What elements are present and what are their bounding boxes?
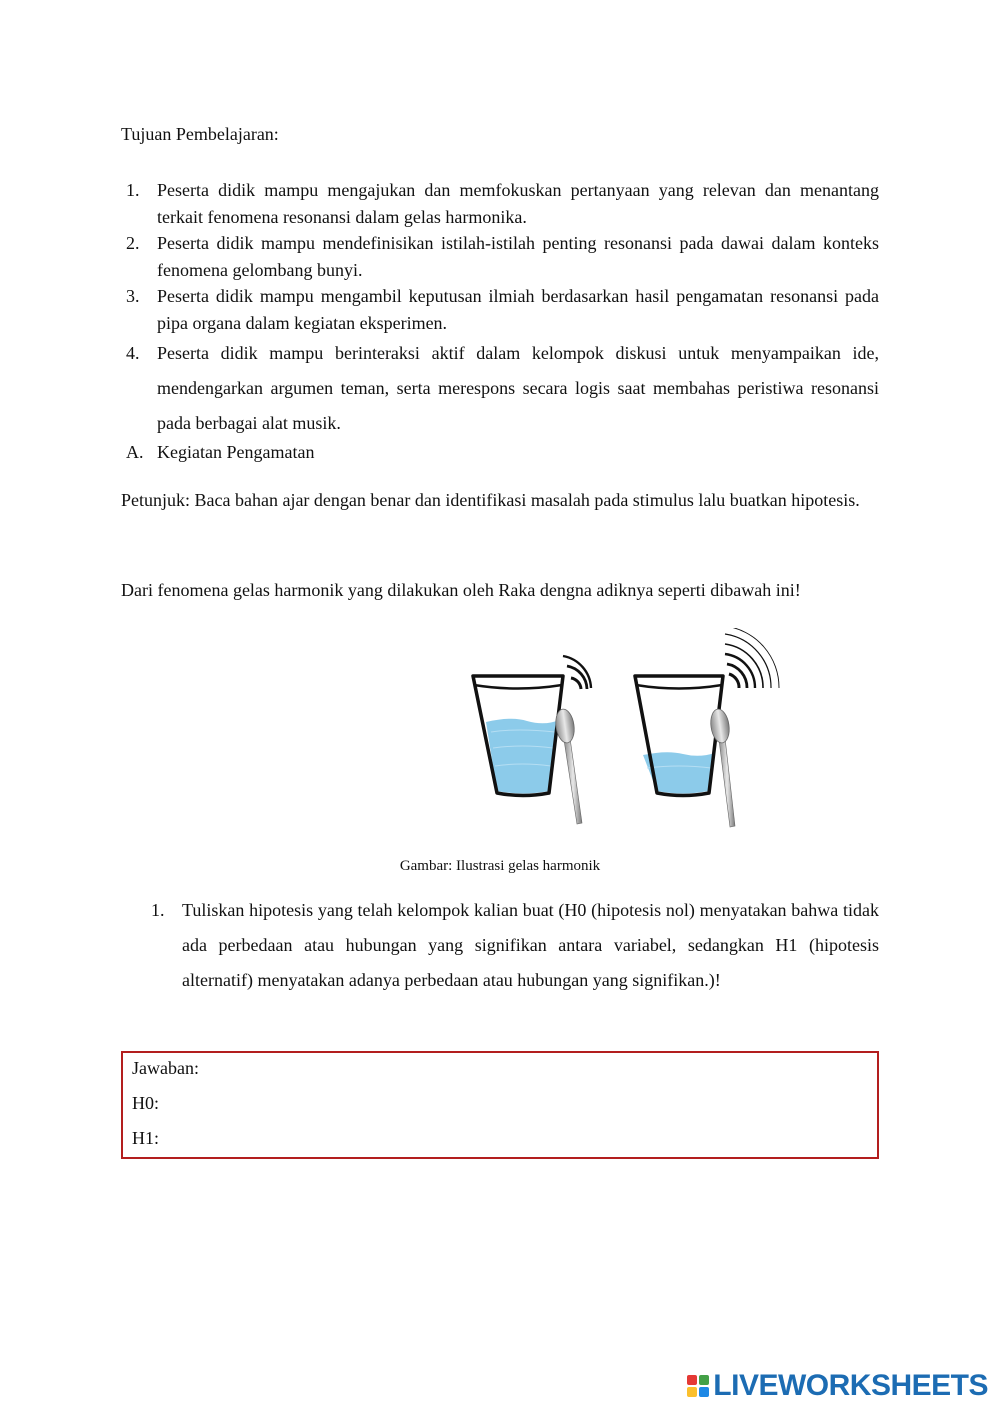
question-text: Tuliskan hipotesis yang telah kelompok kalian buat (H0 (hipotesis nol) menyatakan bahwa tidak ada perbedaan atau hubungan yang signifikan antara variabel, sedangkan H1 (hipotesis alternatif) menyatakan adanya perbedaan atau hubungan yang signifikan.)! (182, 900, 879, 990)
objective-item (121, 177, 879, 230)
section-title: Kegiatan Pengamatan (157, 442, 315, 462)
logo-square-icon (687, 1387, 697, 1397)
learning-objectives-heading: Tujuan Pembelajaran: (121, 124, 279, 144)
sound-waves-right (725, 628, 779, 688)
objective-number: 4. (126, 343, 140, 363)
logo-square-icon (687, 1375, 697, 1385)
objectives-list (121, 177, 879, 441)
objective-item (121, 283, 879, 336)
spoon-left (554, 708, 582, 824)
questions-list (146, 893, 879, 998)
question-number: 1. (151, 900, 165, 920)
section-letter: A. (126, 442, 144, 462)
liveworksheets-logo (687, 1368, 988, 1404)
figure-caption: Gambar: Ilustrasi gelas harmonik (399, 858, 601, 874)
h1-label: H1: (132, 1128, 159, 1148)
objective-item (121, 336, 879, 441)
objective-text: Peserta didik mampu mengajukan dan memfokuskan pertanyaan yang relevan dan menantang terkait fenomena resonansi dalam gelas harmonika. (157, 180, 879, 227)
h0-label: H0: (132, 1093, 159, 1113)
harmonic-glass-illustration (467, 628, 787, 833)
objective-number: 3. (126, 286, 140, 306)
logo-text: LIVEWORKSHEETS (713, 1369, 988, 1402)
objective-item (121, 230, 879, 283)
sound-waves-left (563, 656, 591, 689)
glass-left (473, 676, 563, 796)
phenomenon-text: Dari fenomena gelas harmonik yang dilakukan oleh Raka dengna adiknya seperti dibawah ini! (121, 580, 801, 600)
objective-number: 1. (126, 180, 140, 200)
objective-number: 2. (126, 233, 140, 253)
objective-text: Peserta didik mampu mengambil keputusan ilmiah berdasarkan hasil pengamatan resonansi pada pipa organa dalam kegiatan eksperimen. (157, 286, 879, 333)
question-item (146, 893, 879, 998)
logo-square-icon (699, 1387, 709, 1397)
logo-square-icon (699, 1375, 709, 1385)
glass-right (635, 676, 723, 796)
instructions-text: Petunjuk: Baca bahan ajar dengan benar dan identifikasi masalah pada stimulus lalu buatkan hipotesis. (121, 490, 860, 510)
logo-icon (687, 1375, 709, 1397)
objective-text: Peserta didik mampu mendefinisikan istilah-istilah penting resonansi pada dawai dalam konteks fenomena gelombang bunyi. (157, 233, 879, 280)
objective-text: Peserta didik mampu berinteraksi aktif dalam kelompok diskusi untuk menyampaikan ide, mendengarkan argumen teman, serta merespons secara logis saat membahas peristiwa resonansi pada berbagai alat musik. (157, 343, 879, 433)
answer-box[interactable] (121, 1051, 879, 1159)
answer-label: Jawaban: (132, 1058, 199, 1078)
